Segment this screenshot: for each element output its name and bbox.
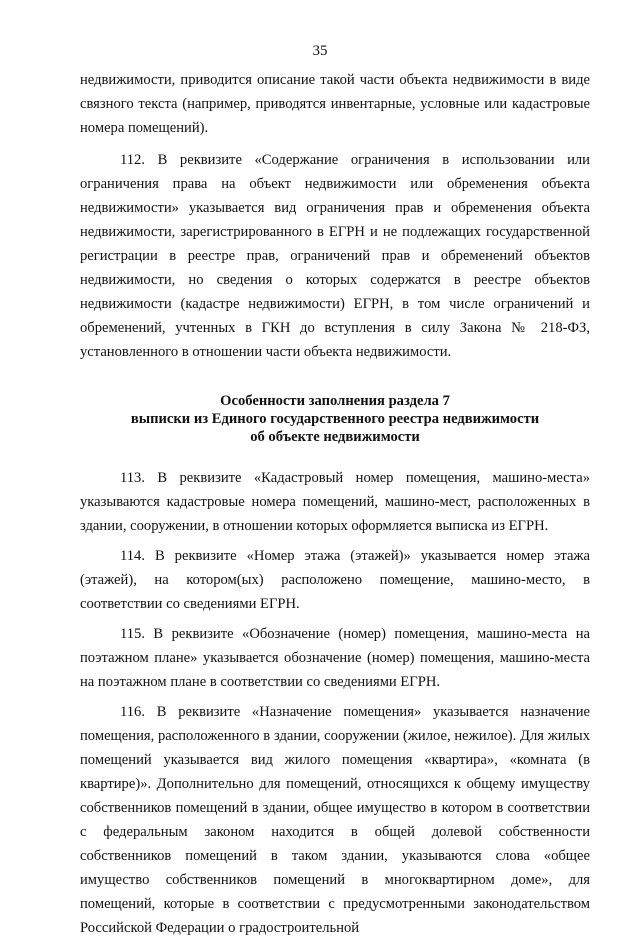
heading-line-2: выписки из Единого государственного реестра недвижимости	[130, 411, 540, 427]
paragraph-continuation: недвижимости, приводится описание такой части объекта недвижимости в виде связного текста (например, приводятся инвентарные, условные или кадастровые номера помещений).	[80, 72, 590, 136]
heading-line-3: об объекте недвижимости	[250, 429, 420, 445]
heading-line-1: Особенности заполнения раздела 7	[220, 393, 450, 409]
paragraph-114: 114. В реквизите «Номер этажа (этажей)» указывается номер этажа (этажей), на котором(ых) расположено помещение, машино-место, в соответствии со сведениями ЕГРН.	[80, 548, 590, 612]
paragraph-113: 113. В реквизите «Кадастровый номер помещения, машино-места» указываются кадастровые номера помещений, машино-мест, расположенных в здании, сооружении, в отношении которых оформляется выписка из ЕГРН.	[80, 470, 590, 534]
section-heading	[80, 392, 590, 446]
paragraph-112: 112. В реквизите «Содержание ограничения в использовании или ограничения права на объект недвижимости или обременения объекта недвижимости» указывается вид ограничения прав и обременения объекта недвижимости, зарегистрированного в ЕГРН и не подлежащих государственной регистрации в реестре прав, ограничений прав и обременений объектов недвижимости, но сведения о которых содержатся в реестре объектов недвижимости (кадастре недвижимости) ЕГРН, в том числе ограничений и обременений, учтенных в ГКН до вступления в силу Закона № 218-ФЗ, установленного в отношении части объекта недвижимости.	[80, 152, 590, 360]
paragraph-115: 115. В реквизите «Обозначение (номер) помещения, машино-места на поэтажном плане» указывается обозначение (номер) помещения, машино-места на поэтажном плане в соответствии со сведениями ЕГРН.	[80, 626, 590, 690]
document-body	[80, 68, 590, 940]
page-number: 35	[312, 43, 328, 59]
paragraph-116: 116. В реквизите «Назначение помещения» указывается назначение помещения, расположенного в здании, сооружении (жилое, нежилое). Для жилых помещений указывается вид жилого помещения «квартира», «комната (в квартире)». Дополнительно для помещений, относящихся к общему имуществу собственников помещений в здании, общее имущество в котором в соответствии с федеральным законом находится в общей долевой собственности собственников помещений в таком здании, указываются слова «общее имущество собственников помещений в многоквартирном доме», для помещений, которые в соответствии с предусмотренными законодательством Российской Федерации о градостроительной	[80, 704, 590, 936]
